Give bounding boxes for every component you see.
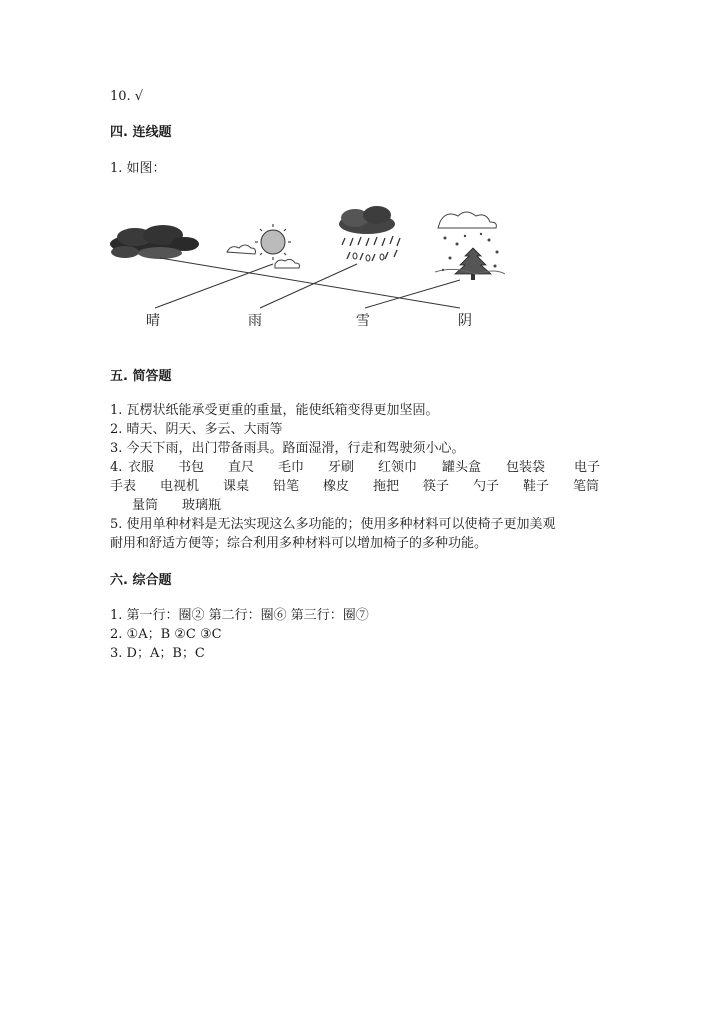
line-snow-to-xue [365,280,460,308]
material-item: 书包 [178,460,205,475]
material-item: 包装袋 [506,460,546,475]
label-overcast: 阴 [458,313,472,329]
section-5-answer-1: 1. 瓦楞状纸能承受更重的重量，能使纸箱变得更加坚固。 [110,403,439,418]
section-5-answer-4-row-2 [110,478,599,496]
answer-4-number: 4. [110,460,123,475]
material-item: 红领巾 [378,460,418,475]
material-item: 课桌 [223,479,250,494]
section-5-answer-4-row-3 [132,497,221,515]
answer-10: 10. √ [110,89,144,104]
material-item: 拖把 [373,479,400,494]
material-item: 筷子 [423,479,450,494]
label-snow: 雪 [356,313,370,329]
rain-icon [339,206,400,261]
material-item: 电子 [574,460,601,475]
line-overcast-to-yin [160,258,460,308]
line-sun-to-qing [155,264,273,308]
material-item: 勺子 [473,479,500,494]
section-5-answer-2: 2. 晴天、阴天、多云、大雨等 [110,422,283,437]
material-item: 量筒 [132,498,159,513]
section-6-answer-3: 3. D；A；B；C [110,646,205,661]
section-6-answer-1: 1. 第一行：圈② 第二行：圈⑥ 第三行：圈⑦ [110,608,369,623]
weather-matching-figure [105,200,505,340]
material-item: 牙刷 [328,460,355,475]
section-5-answer-4-row-1 [110,459,600,477]
material-item: 笔筒 [573,479,600,494]
section-4-heading: 四. 连线题 [110,125,172,140]
material-item: 橡皮 [323,479,350,494]
material-item: 鞋子 [523,479,550,494]
sunny-icon [227,224,300,268]
section-5-answer-3: 3. 今天下雨，出门带备雨具。路面湿滑，行走和驾驶须小心。 [110,441,465,456]
material-item: 铅笔 [273,479,300,494]
section-5-heading: 五. 简答题 [110,369,172,384]
material-item: 手表 [110,479,137,494]
material-item: 衣服 [128,460,155,475]
line-rain-to-yu [260,264,357,308]
section-5-answer-5-line-1: 5. 使用单种材料是无法实现这么多功能的；使用多种材料可以使椅子更加美观 [110,517,556,532]
overcast-cloud-icon [110,225,199,259]
section-4-question-1: 1. 如图： [110,161,166,176]
material-item: 罐头盒 [442,460,482,475]
label-rain: 雨 [248,313,262,329]
material-item: 玻璃瓶 [182,498,222,513]
section-5-answer-5-line-2: 耐用和舒适方便等；综合利用多种材料可以增加椅子的多种功能。 [110,536,488,551]
material-item: 毛巾 [278,460,305,475]
label-sunny: 晴 [146,313,160,329]
snow-icon [435,212,505,280]
section-6-answer-2: 2. ①A；B ②C ③C [110,627,222,642]
matching-lines [155,258,460,308]
material-item: 直尺 [228,460,255,475]
material-item: 电视机 [160,479,200,494]
section-6-heading: 六. 综合题 [110,573,172,588]
